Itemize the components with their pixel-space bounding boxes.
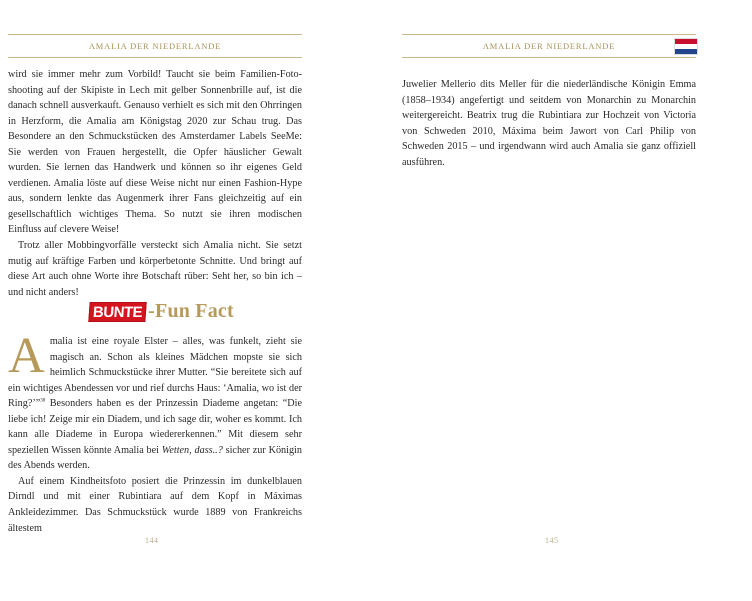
funfact-title: -Fun Fact (148, 300, 234, 322)
text-block-funfact (8, 328, 302, 536)
text-block-top (8, 67, 302, 300)
drop-cap: A (8, 328, 45, 384)
text-block (402, 77, 696, 170)
paragraph (8, 328, 302, 474)
page-number: 145 (545, 536, 559, 545)
paragraph: Auf einem Kindheitsfoto posiert die Prinzessin im dunkelblauen Dirndl und mit einer Rubintiara auf dem Kopf in Máximas Ankleidezimmer. Das Schmuckstück wurde 1889 von Frankreichs ältestem (8, 475, 302, 534)
paragraph: wird sie immer mehr zum Vorbild! Taucht sie beim Familien-Foto-shooting auf der Skipiste in Lech mit gelber Sonnenbrille auf, ist die danach schnell ausverkauft. Genauso verhielt es sich mit den Ohrringen in Herzform, die Amalia am Königstag 2020 zur Schau trug. Das Besondere an den Schmuckstücken des Amsterdamer Labels SeeMe: Sie werden von Frauen hergestellt, die Opfer häuslicher Gewalt wurden. Sie lernen das Handwerk und können so ihr eigenes Geld verdienen. Amalia löste auf diese Weise nicht nur einen Fashion-Hype aus, sondern lenkte das Augenmerk ihrer Fans gleichzeitig auf ein gesellschaftlich wichtiges Thema. So nutzt sie ihren modischen Einfluss auf clevere Weise! (8, 69, 302, 236)
header-underline (402, 57, 696, 58)
right-page (376, 0, 752, 601)
flag-stripe-blue (675, 49, 697, 54)
page-number: 144 (145, 536, 159, 545)
paragraph: Trotz aller Mobbingvorfälle versteckt sich Amalia nicht. Sie setzt mutig auf kräftige Farben und körperbetonte Schnitte. Und bringt auf diese Art auch ohne Worte ihre Botschaft rüber: Seht her, so bin ich – und nicht anders! (8, 240, 302, 298)
footnote-ref: 38 (40, 398, 46, 404)
paragraph-part: sicher zur Königin des Abends werden. (8, 444, 302, 472)
funfact-heading (89, 300, 234, 323)
show-title: Wetten, dass..? (161, 444, 223, 456)
header-underline (8, 57, 302, 58)
bunte-logo: BUNTE (88, 302, 147, 322)
header-rule (402, 34, 696, 35)
header-rule (8, 34, 302, 35)
running-header: AMALIA DER NIEDERLANDE (482, 41, 616, 51)
paragraph-part: Besonders haben es der Prinzessin Diademe angetan: “Die liebe ich! Zeige mir ein Diadem, und ich sage dir, woher es kommt. Ich kann alle Diademe in Europa wiedererkennen.” Mit diesem sehr speziellen Wissen könnte Amalia bei (8, 398, 302, 456)
running-header: AMALIA DER NIEDERLANDE (88, 41, 222, 51)
paragraph-part: malia ist eine royale Elster – alles, was funkelt, zieht sie magisch an. Schon als kleines Mädchen mopste sie sich heimlich Schmuckstücke ihrer Mutter. “Sie bereitete sich auf ein wichtiges Abendessen vor und rief durchs Haus: ‘Amalia, wo ist der Ring?’” (8, 336, 302, 410)
paragraph: Juwelier Mellerio dits Meller für die niederländische Königin Emma (1858–1934) angefertigt und seitdem von Monarchin zu Monarchin weitergereicht. Beatrix trug die Rubintiara zur Hochzeit von Victoria von Schweden 2010, Máxima beim Jawort von Carl Philip von Schweden 2015 – und irgendwann wird auch Amalia sie ganz offiziell ausführen. (402, 79, 696, 168)
netherlands-flag-icon (674, 38, 698, 55)
